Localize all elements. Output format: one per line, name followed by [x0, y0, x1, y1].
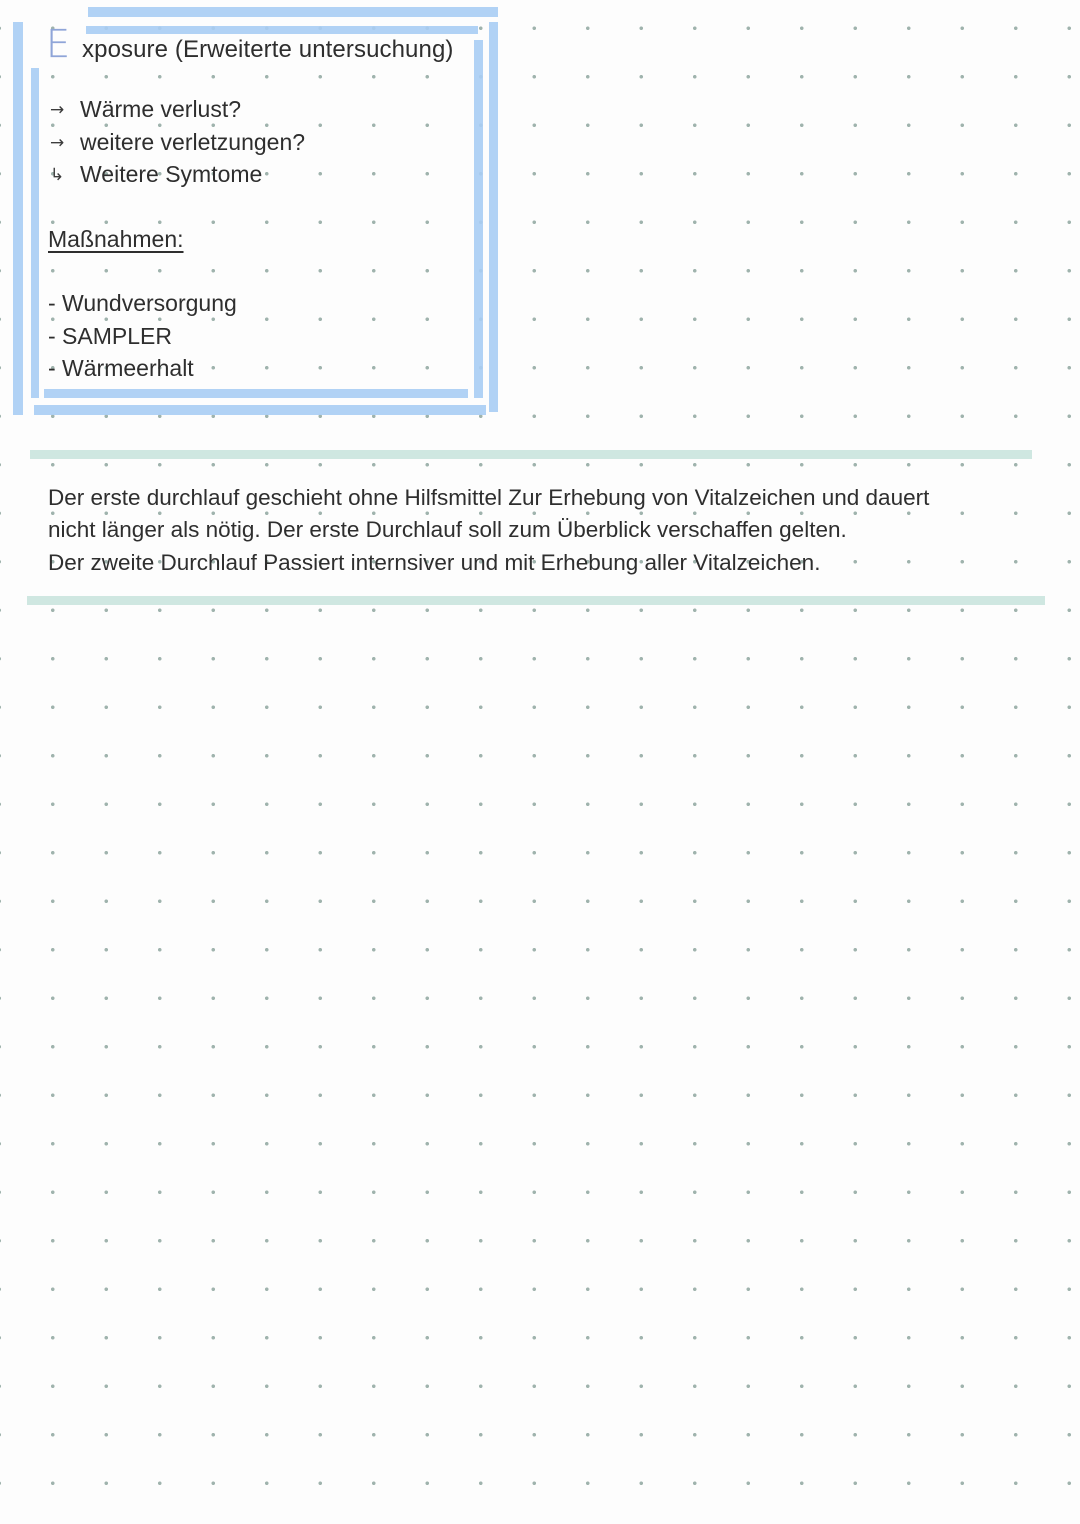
heading-initial-letter: E — [46, 22, 71, 66]
highlight-frame-right-outer — [489, 22, 498, 412]
check-item — [50, 161, 262, 188]
highlight-frame-top-outer — [88, 7, 498, 17]
arrow-right-icon: → — [50, 132, 65, 153]
check-item-text: Weitere Symtome — [80, 161, 263, 187]
highlight-frame-bottom-outer — [34, 405, 486, 415]
check-item — [50, 96, 241, 123]
paragraph-line: Der erste durchlauf geschieht ohne Hilfsmittel Zur Erhebung von Vitalzeichen und dauert — [48, 485, 930, 510]
highlight-frame-right-inner — [474, 40, 483, 398]
separator-top — [30, 450, 1032, 459]
check-item-text: weitere verletzungen? — [80, 129, 306, 155]
paragraph-line: nicht länger als nötig. Der erste Durchlauf soll zum Überblick verschaffen gelten. — [48, 517, 847, 542]
check-item — [50, 129, 305, 156]
measure-item: - Wundversorgung — [48, 290, 237, 316]
exposure-heading — [46, 22, 454, 66]
arrow-right-icon: → — [50, 99, 65, 120]
heading-text: xposure (Erweiterte untersuchung) — [82, 36, 454, 63]
highlight-frame-bottom-inner — [44, 389, 468, 398]
highlight-frame-left-inner — [31, 68, 39, 398]
highlight-frame-left-outer — [13, 22, 23, 415]
arrow-hook-icon: ↳ — [50, 164, 65, 185]
measure-item: - Wärmeerhalt — [48, 355, 194, 381]
measures-title: Maßnahmen: — [48, 226, 184, 252]
paragraph-line: Der zweite Durchlauf Passiert internsiver und mit Erhebung aller Vitalzeichen. — [48, 550, 821, 575]
separator-bottom — [27, 596, 1045, 605]
check-item-text: Wärme verlust? — [80, 96, 242, 122]
measure-item: - SAMPLER — [48, 323, 172, 349]
